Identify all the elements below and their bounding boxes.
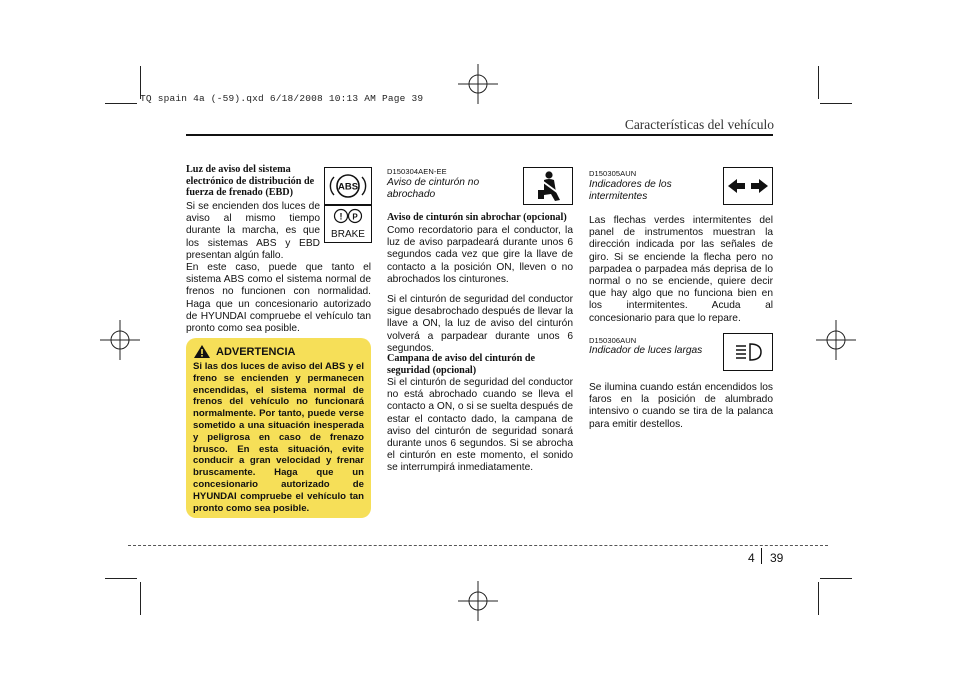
turn-signal-para: Las flechas verdes intermitentes del panel de instrumentos muestran la dirección indicada por las señales de giro. Si se enciende la flecha pero no parpadea o parpadea más deprisa de lo normal o no se enciende, quiere decir que hay algo que no funciona bien en los intermitentes. Acuda al concesionario para que lo repare.: [589, 215, 773, 324]
svg-text:!: !: [339, 211, 343, 222]
abs-icon-label: ABS: [337, 181, 359, 193]
svg-text:P: P: [352, 212, 358, 222]
registration-mark-icon: [100, 320, 140, 360]
seatbelt-para-1: Como recordatorio para el conductor, la luz de aviso parpadeará durante unos 6 segundos cada vez que gire la llave de contacto a la posición ON, lleven o no abrochados los cinturones.: [387, 225, 573, 285]
page-divider: [761, 548, 762, 564]
warning-triangle-icon: [193, 344, 211, 359]
crop-mark: [105, 103, 137, 104]
high-beam-icon-box: [723, 333, 773, 371]
abs-icon: [325, 168, 371, 204]
high-beam-para: Se ilumina cuando están encendidos los faros en la posición de alumbrado intensivo o cuando se tira de la palanca para emitir destellos.: [589, 382, 773, 430]
brake-icon-label: BRAKE: [331, 229, 365, 240]
high-beam-icon: [724, 334, 772, 370]
turn-signal-icon-box: [723, 167, 773, 205]
seatbelt-para-2: Si el cinturón de seguridad del conductor sigue desabrochado después de llevar la llave a ON, la luz de aviso del cinturón volverá a parpadear durante unos 6 segundos.: [387, 294, 573, 354]
crop-mark: [818, 582, 819, 615]
high-beam-code: D150306AUN: [589, 336, 637, 345]
ebd-para-1: Si se encienden dos luces de aviso al mismo tiempo durante la marcha, es que los sistemas ABS y EBD presentan algún fallo.: [186, 201, 320, 261]
header-rule: [186, 134, 773, 136]
seatbelt-sub-1: Aviso de cinturón sin abrochar (opcional): [387, 212, 567, 223]
registration-mark-icon: [816, 320, 856, 360]
seatbelt-icon: [524, 168, 572, 204]
abs-warning-icon-box: [324, 167, 372, 205]
brake-warning-icon-box: [324, 205, 372, 243]
print-header: TQ spain 4a (-59).qxd 6/18/2008 10:13 AM Page 39: [140, 93, 424, 104]
crop-mark: [140, 582, 141, 615]
warning-header: [193, 344, 364, 359]
warning-title: ADVERTENCIA: [216, 345, 296, 358]
ebd-para-2: En este caso, puede que tanto el sistema ABS como el sistema normal de frenos no funcionen con normalidad. Haga que un concesionario autorizado de HYUNDAI compruebe el vehículo tan pronto como sea posible.: [186, 262, 371, 335]
ebd-heading: Luz de aviso del sistema electrónico de distribución de fuerza de frenado (EBD): [186, 164, 315, 198]
seatbelt-title: Aviso de cinturón no abrochado: [387, 177, 480, 200]
high-beam-title: Indicador de luces largas: [589, 345, 703, 356]
registration-mark-icon: [458, 581, 498, 621]
turn-signal-title: Indicadores de los intermitentes: [589, 179, 672, 202]
seatbelt-code: D150304AEN-EE: [387, 167, 447, 176]
crop-mark: [820, 103, 852, 104]
turn-arrows-icon: [724, 168, 772, 204]
seatbelt-sub-2: Campana de aviso del cinturón de seguridad (opcional): [387, 353, 536, 376]
brake-icon: [325, 206, 371, 242]
registration-mark-icon: [458, 64, 498, 104]
chapter-number: 4: [748, 551, 755, 565]
section-title: Características del vehículo: [624, 117, 774, 132]
seatbelt-para-3: Si el cinturón de seguridad del conductor no está abrochado cuando se lleva el contacto a ON, o si se suelta después de estar el contacto dado, la campana de aviso del cinturón de seguridad sonará durante unos 6 segundos. Si se abrocha el cinturón en este momento, el sonido se interrumpirá inmediatamente.: [387, 377, 573, 474]
seatbelt-icon-box: [523, 167, 573, 205]
turn-signal-code: D150305AUN: [589, 169, 637, 178]
warning-box: [186, 338, 371, 518]
crop-mark: [818, 66, 819, 99]
crop-mark: [105, 578, 137, 579]
footer-rule: [128, 545, 828, 546]
page-number: 39: [770, 551, 784, 565]
warning-text: Si las dos luces de aviso del ABS y el freno se encienden y permanecen encendidas, el sistema normal de frenos del vehículo no funcionará normalmente. Por tanto, puede verse sometido a una situación inesperada y peligrosa en caso de frenazo brusco. En esta situación, evite conducir a gran velocidad y frenar bruscamente. Haga que un concesionario autorizado de HYUNDAI compruebe el vehículo tan pronto como sea posible.: [193, 361, 364, 514]
crop-mark: [820, 578, 852, 579]
